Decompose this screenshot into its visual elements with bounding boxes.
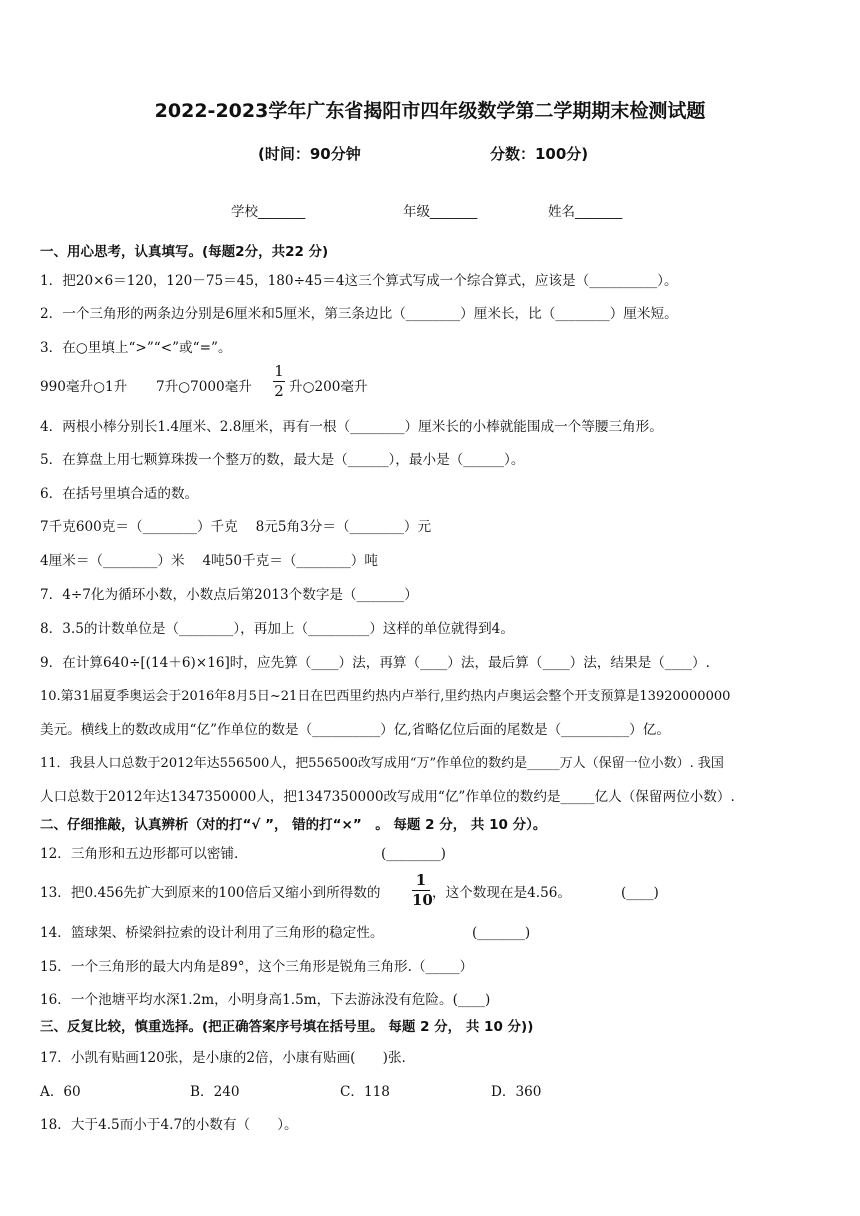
- question-10-line1: 10.第31届夏季奥运会于2016年8月5日~21日在巴西里约热内卢举行,里约热内卢奥运会整个开支预算是13920000000: [40, 689, 731, 704]
- question-6b: 4厘米＝（________）米 4吨50千克＝（________）吨: [40, 553, 378, 569]
- question-14-answer-blank: (_______): [472, 925, 531, 941]
- option-b: B．240: [190, 1084, 240, 1100]
- fraction-one-half: [273, 363, 285, 400]
- section1-heading: 一、用心思考，认真填写。(每题2分，共22 分): [40, 244, 329, 260]
- question-7: 7．4÷7化为循环小数，小数点后第2013个数字是（_______）: [40, 587, 418, 603]
- name-field: 姓名_______: [548, 204, 623, 220]
- exam-score: 分数：100分): [490, 145, 589, 163]
- question-17: 17．小凯有贴画120张，是小康的2倍，小康有贴画( )张.: [40, 1050, 406, 1066]
- section3-heading: 三、反复比较，慎重选择。(把正确答案序号填在括号里。 每题 2 分， 共 10 分)): [40, 1019, 534, 1035]
- question-12-answer-blank: (________): [381, 846, 446, 862]
- question-3: 3．在○里填上“>”“<”或“=”。: [40, 340, 232, 356]
- question-11-line1: 11．我县人口总数于2012年达556500人，把556500改写成用“万”作单位的数约是_____万人（保留一位小数）. 我国: [40, 756, 724, 771]
- grade-field: 年级_______: [403, 204, 478, 220]
- fraction-denominator: 10: [412, 891, 433, 909]
- question-16: 16．一个池塘平均水深1.2m，小明身高1.5m，下去游泳没有危险。(____): [40, 992, 491, 1008]
- question-14: 14．篮球架、桥梁斜拉索的设计利用了三角形的稳定性。: [40, 925, 384, 941]
- fraction-numerator: 1: [415, 871, 427, 889]
- fraction-numerator: 1: [274, 362, 284, 380]
- question-3b: 7升○7000毫升: [156, 379, 252, 395]
- fraction-one-tenth: [412, 871, 433, 909]
- option-c: C．118: [340, 1084, 390, 1100]
- question-13-answer-blank: (____): [621, 885, 659, 901]
- page-title: 2022-2023学年广东省揭阳市四年级数学第二学期期末检测试题: [154, 100, 706, 122]
- question-13: 13．把0.456先扩大到原来的100倍后又缩小到所得数的: [40, 885, 381, 901]
- question-12: 12．三角形和五边形都可以密铺.: [40, 846, 239, 862]
- question-6: 6．在括号里填合适的数。: [40, 486, 199, 502]
- question-10-line2: 美元。横线上的数改成用“亿”作单位的数是（__________）亿,省略亿位后面的尾数是（__________）亿。: [40, 722, 670, 738]
- question-6a: 7千克600克＝（________）千克 8元5角3分＝（________）元: [40, 519, 432, 535]
- option-d: D．360: [491, 1084, 542, 1100]
- question-18: 18．大于4.5而小于4.7的小数有（ ）。: [40, 1117, 298, 1133]
- question-2: 2．一个三角形的两条边分别是6厘米和5厘米，第三条边比（________）厘米长，比（________）厘米短。: [40, 306, 678, 322]
- school-field: 学校_______: [231, 204, 306, 220]
- question-1: 1．把20×6＝120，120－75＝45，180÷45＝4这三个算式写成一个综合算式，应该是（__________）。: [40, 273, 678, 289]
- question-4: 4．两根小棒分别长1.4厘米、2.8厘米，再有一根（________）厘米长的小棒就能围成一个等腰三角形。: [40, 419, 663, 435]
- fraction-denominator: 2: [274, 382, 284, 400]
- section2-heading: 二、仔细推敲，认真辨析（对的打“√ ”， 错的打“×” 。 每题 2 分， 共 10 分）。: [40, 817, 547, 833]
- question-15: 15．一个三角形的最大内角是89°，这个三角形是锐角三角形.（_____）: [40, 959, 474, 975]
- question-5: 5．在算盘上用七颗算珠拨一个整万的数，最大是（______），最小是（______）。: [40, 452, 525, 468]
- option-a: A．60: [40, 1084, 81, 1100]
- question-8: 8．3.5的计数单位是（________），再加上（_________）这样的单位就得到4。: [40, 621, 514, 637]
- question-13-continued: ，这个数现在是4.56。: [432, 885, 572, 901]
- question-9: 9．在计算640÷[(14＋6)×16]时，应先算（____）法，再算（____）法，最后算（____）法，结果是（____）.: [40, 655, 710, 671]
- question-3a: 990毫升○1升: [40, 379, 128, 395]
- question-11-line2: 人口总数于2012年达1347350000人，把1347350000改写成用“亿”作单位的数约是_____亿人（保留两位小数）.: [40, 789, 735, 805]
- question-3c: 升○200毫升: [289, 379, 368, 395]
- exam-time: (时间：90分钟: [258, 145, 361, 163]
